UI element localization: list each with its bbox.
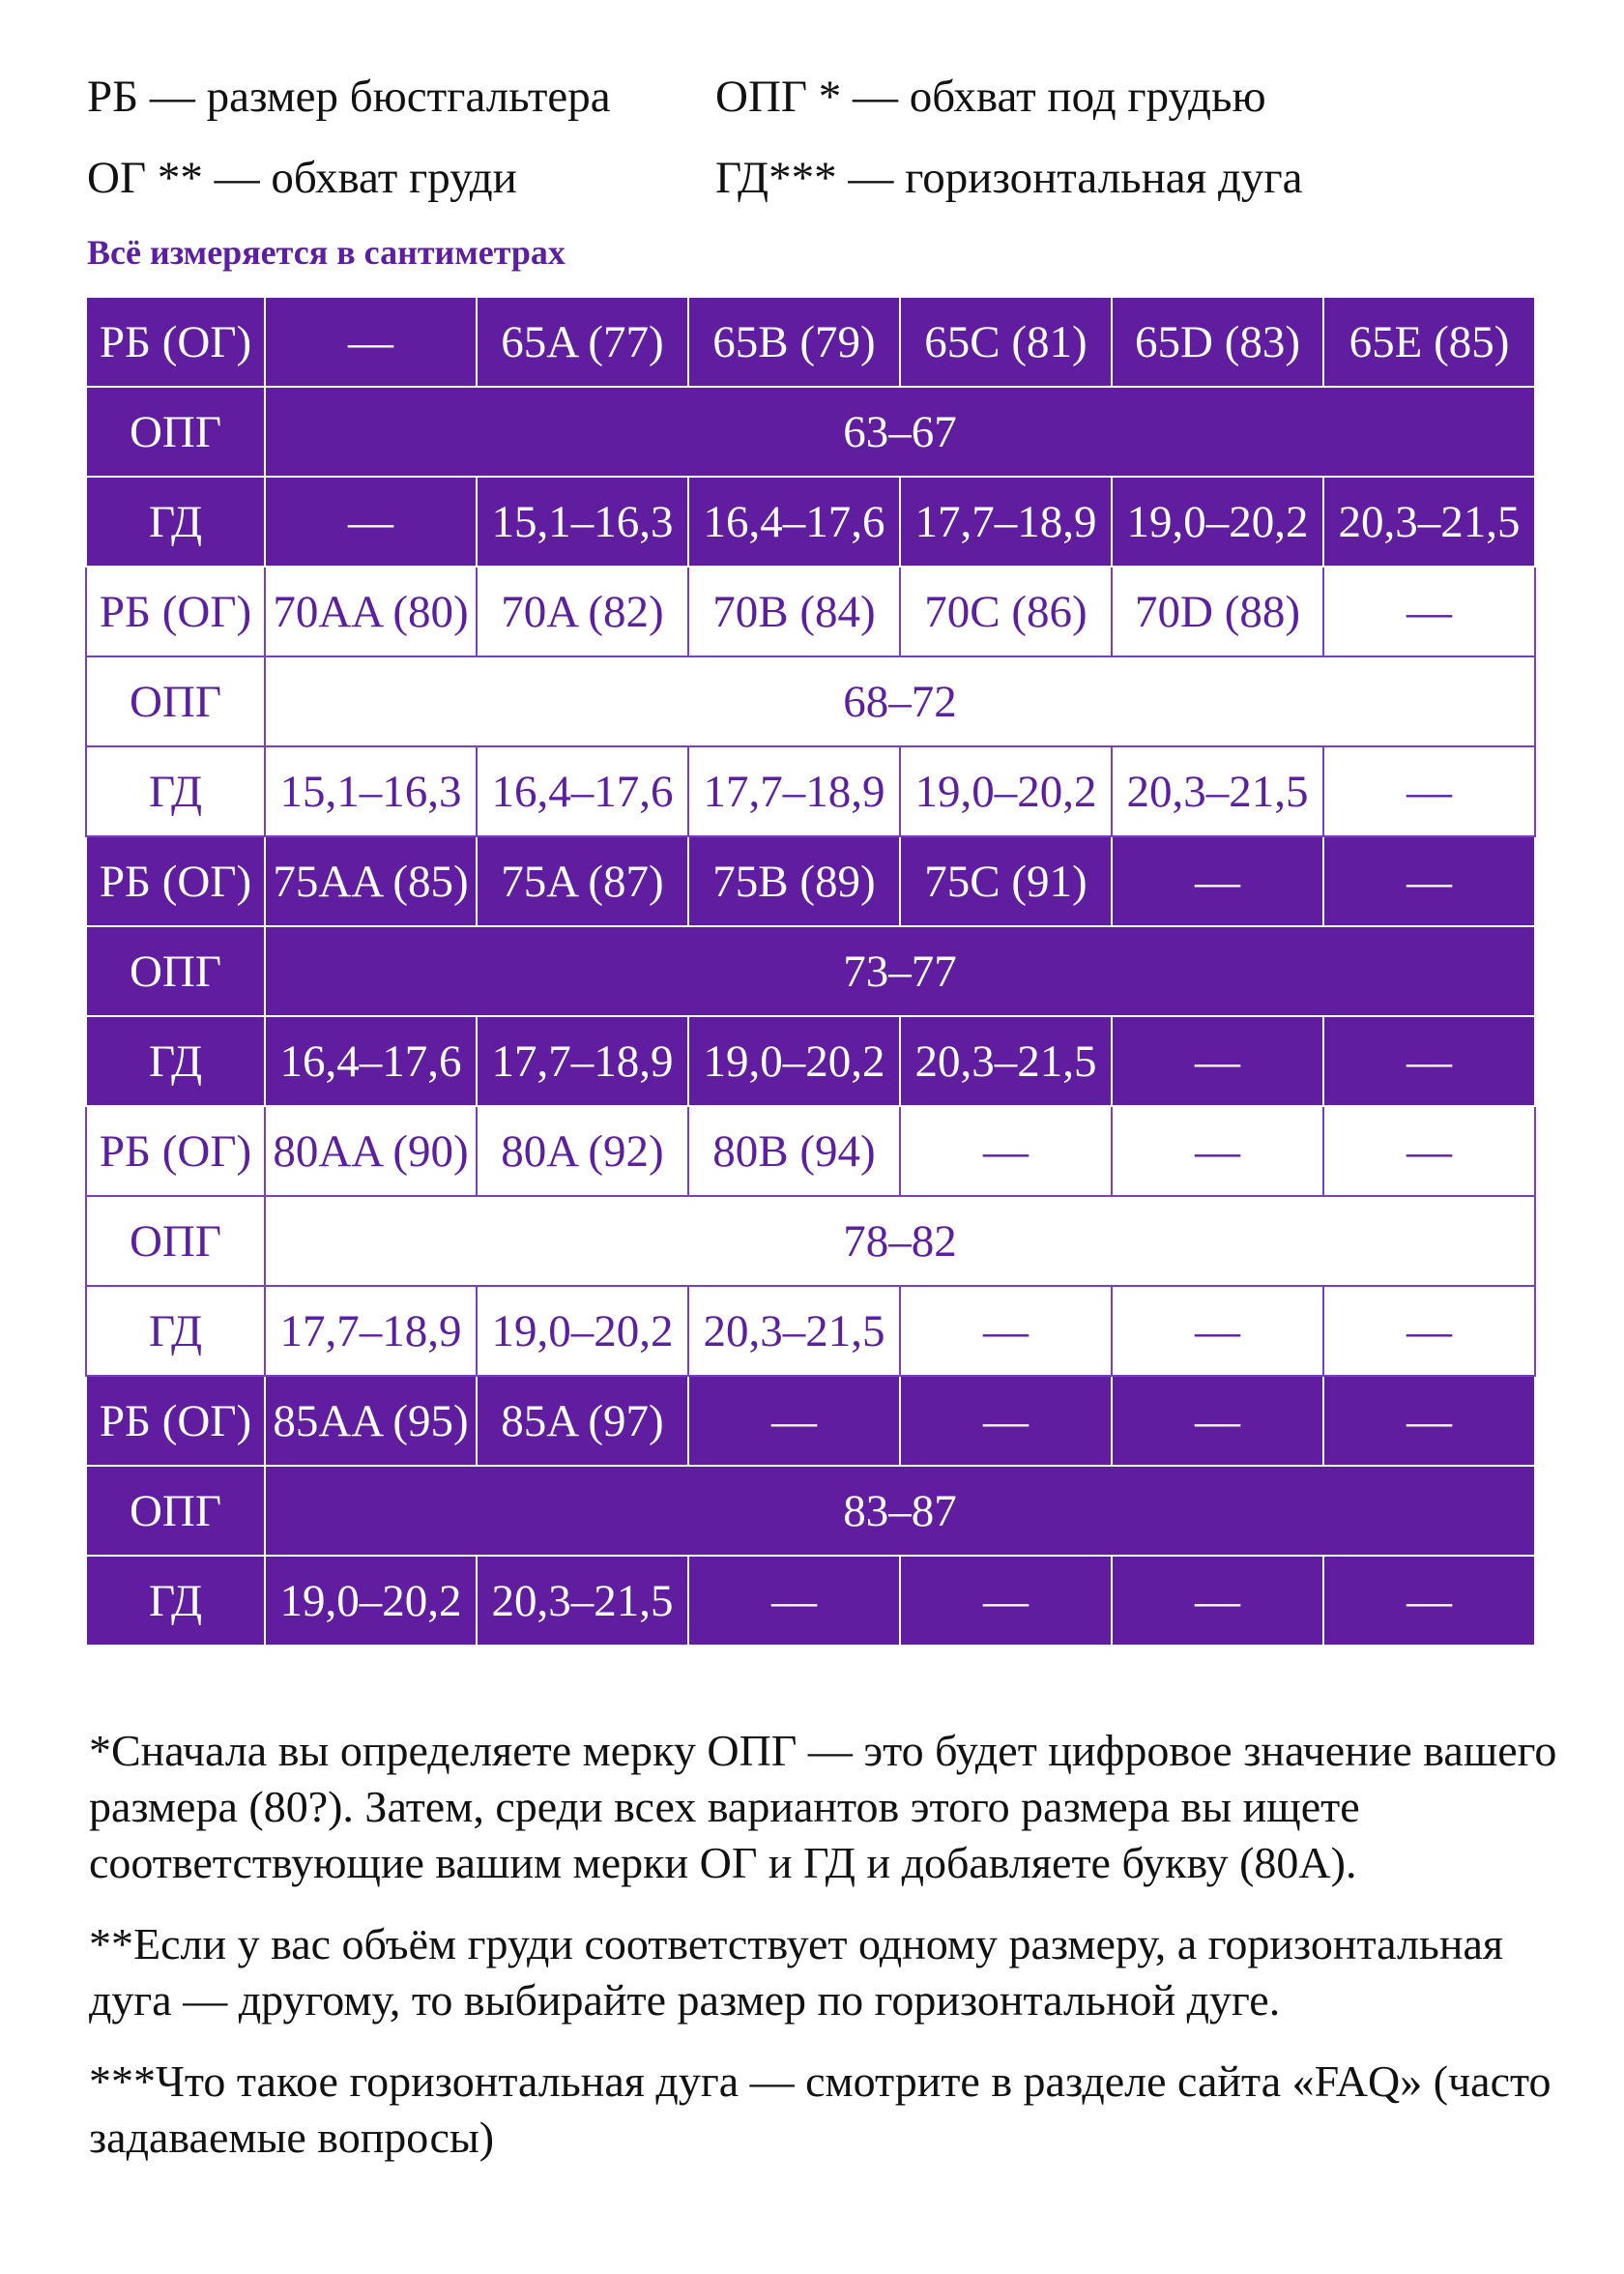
row-bra-size (86, 1106, 1535, 1196)
cell-underbust-range: 78–82 (265, 1196, 1535, 1286)
cell-arc: — (265, 477, 477, 567)
cell-size: 80A (92) (477, 1106, 688, 1196)
row-bra-size (86, 836, 1535, 926)
row-label-opg: ОПГ (86, 1466, 265, 1556)
cell-arc: 19,0–20,2 (1112, 477, 1323, 567)
cell-arc: — (1112, 1016, 1323, 1106)
cell-arc: 16,4–17,6 (477, 746, 688, 836)
row-label-gd: ГД (86, 746, 265, 836)
size-group-85 (86, 1376, 1535, 1646)
cell-size: 85AA (95) (265, 1376, 477, 1466)
cell-arc: — (1323, 746, 1535, 836)
cell-arc: 19,0–20,2 (900, 746, 1112, 836)
cell-arc: — (1112, 1286, 1323, 1376)
row-arc (86, 1286, 1535, 1376)
row-label-gd: ГД (86, 1286, 265, 1376)
cell-arc: — (1323, 1556, 1535, 1646)
units-note: Всё измеряется в сантиметрах (87, 233, 566, 272)
cell-arc: 17,7–18,9 (265, 1286, 477, 1376)
row-label-opg: ОПГ (86, 656, 265, 746)
legend-rb: РБ — размер бюстгальтера (87, 72, 611, 122)
cell-arc: 16,4–17,6 (688, 477, 900, 567)
cell-arc: — (900, 1556, 1112, 1646)
row-label-rb: РБ (ОГ) (86, 297, 265, 387)
cell-size: 65B (79) (688, 297, 900, 387)
cell-size: — (1323, 1106, 1535, 1196)
cell-size: 65C (81) (900, 297, 1112, 387)
cell-size: — (688, 1376, 900, 1466)
cell-underbust-range: 73–77 (265, 926, 1535, 1016)
cell-underbust-range: 63–67 (265, 387, 1535, 477)
cell-arc: 19,0–20,2 (688, 1016, 900, 1106)
cell-size: — (1112, 836, 1323, 926)
cell-size: — (265, 297, 477, 387)
row-arc (86, 746, 1535, 836)
legend-og: ОГ ** — обхват груди (87, 153, 517, 203)
footnote-2: **Если у вас объём груди соответствует одному размеру, а горизонтальная дуга — другому, то выбирайте размер по горизонтальной дуге. (89, 1919, 1504, 2025)
row-bra-size (86, 297, 1535, 387)
footnote-1: *Сначала вы определяете мерку ОПГ — это будет цифровое значение вашего размера (80?). Затем, среди всех вариантов этого размера вы ищете соответствующие вашим мерки ОГ и ГД и добавляете букву (80А). (89, 1726, 1557, 1887)
cell-underbust-range: 68–72 (265, 656, 1535, 746)
cell-size: — (900, 1376, 1112, 1466)
row-underbust (86, 387, 1535, 477)
row-underbust (86, 1196, 1535, 1286)
row-label-opg: ОПГ (86, 926, 265, 1016)
cell-arc: 19,0–20,2 (265, 1556, 477, 1646)
cell-arc: — (1323, 1286, 1535, 1376)
cell-size: 75AA (85) (265, 836, 477, 926)
cell-arc: 17,7–18,9 (477, 1016, 688, 1106)
cell-arc: 16,4–17,6 (265, 1016, 477, 1106)
row-label-rb: РБ (ОГ) (86, 1106, 265, 1196)
cell-arc: 20,3–21,5 (900, 1016, 1112, 1106)
row-label-opg: ОПГ (86, 1196, 265, 1286)
row-label-gd: ГД (86, 1016, 265, 1106)
cell-underbust-range: 83–87 (265, 1466, 1535, 1556)
cell-size: 70C (86) (900, 567, 1112, 656)
row-label-rb: РБ (ОГ) (86, 567, 265, 656)
cell-size: — (1323, 567, 1535, 656)
cell-size: 75A (87) (477, 836, 688, 926)
cell-arc: 20,3–21,5 (688, 1286, 900, 1376)
row-label-opg: ОПГ (86, 387, 265, 477)
cell-arc: 19,0–20,2 (477, 1286, 688, 1376)
legend-gd: ГД*** — горизонтальная дуга (715, 153, 1303, 203)
cell-arc: — (1112, 1556, 1323, 1646)
cell-arc: — (1323, 1016, 1535, 1106)
row-label-gd: ГД (86, 477, 265, 567)
cell-arc: 20,3–21,5 (477, 1556, 688, 1646)
cell-size: 75B (89) (688, 836, 900, 926)
cell-size: 70D (88) (1112, 567, 1323, 656)
size-group-75 (86, 836, 1535, 1106)
size-group-65 (86, 297, 1535, 567)
cell-arc: 20,3–21,5 (1323, 477, 1535, 567)
row-underbust (86, 1466, 1535, 1556)
cell-size: 65D (83) (1112, 297, 1323, 387)
size-table (85, 296, 1536, 1647)
size-group-70 (86, 567, 1535, 836)
cell-size: — (900, 1106, 1112, 1196)
cell-arc: 15,1–16,3 (477, 477, 688, 567)
cell-size: — (1112, 1376, 1323, 1466)
row-label-rb: РБ (ОГ) (86, 1376, 265, 1466)
cell-arc: 20,3–21,5 (1112, 746, 1323, 836)
cell-arc: 15,1–16,3 (265, 746, 477, 836)
row-underbust (86, 656, 1535, 746)
footnote-3: ***Что такое горизонтальная дуга — смотрите в разделе сайта «FAQ» (часто задаваемые вопросы) (89, 2056, 1552, 2162)
legend (87, 56, 1303, 219)
size-group-80 (86, 1106, 1535, 1376)
cell-size: — (1112, 1106, 1323, 1196)
legend-row-2 (87, 137, 1303, 219)
cell-size: 80B (94) (688, 1106, 900, 1196)
row-arc (86, 1016, 1535, 1106)
cell-size: 70AA (80) (265, 567, 477, 656)
row-bra-size (86, 1376, 1535, 1466)
row-arc (86, 477, 1535, 567)
cell-arc: 17,7–18,9 (900, 477, 1112, 567)
cell-size: — (1323, 1376, 1535, 1466)
cell-size: 80AA (90) (265, 1106, 477, 1196)
cell-size: 85A (97) (477, 1376, 688, 1466)
row-underbust (86, 926, 1535, 1016)
legend-opg: ОПГ * — обхват под грудью (715, 72, 1266, 122)
row-label-rb: РБ (ОГ) (86, 836, 265, 926)
row-arc (86, 1556, 1535, 1646)
cell-size: — (1323, 836, 1535, 926)
cell-arc: — (900, 1286, 1112, 1376)
cell-size: 70B (84) (688, 567, 900, 656)
footnotes (89, 1723, 1597, 2191)
cell-arc: 17,7–18,9 (688, 746, 900, 836)
row-label-gd: ГД (86, 1556, 265, 1646)
cell-size: 65A (77) (477, 297, 688, 387)
cell-size: 70A (82) (477, 567, 688, 656)
legend-row-1 (87, 56, 1303, 137)
cell-arc: — (688, 1556, 900, 1646)
cell-size: 65E (85) (1323, 297, 1535, 387)
row-bra-size (86, 567, 1535, 656)
cell-size: 75C (91) (900, 836, 1112, 926)
